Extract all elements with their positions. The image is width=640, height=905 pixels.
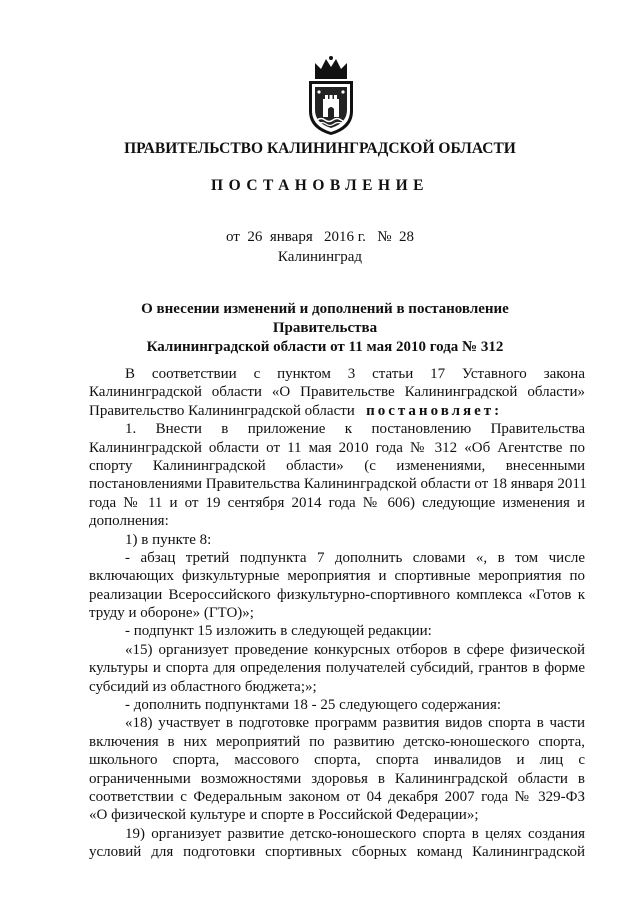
date-prefix: от [225,229,240,245]
city: Калининград [277,249,363,265]
body-line: 1. Внести в приложение к постановлению Правительства [125,421,585,438]
body-line: культуры и спорта для определения получателей субсидий, грантов в форме [89,660,585,677]
body-line: 19) организует развитие детско-юношеского спорта в целях создания [125,825,585,842]
document-date-line [0,229,640,246]
body-line-text: Правительство Калининградской области [89,402,355,419]
body-line: соответствии с Федеральным законом от 04 декабря 2007 года № 329-ФЗ [89,788,585,805]
body-line: «О физической культуре и спорте в Российской Федерации»; [89,807,479,824]
coat-of-arms-icon [301,55,361,137]
subject-line: О внесении изменений и дополнений в постановление Правительства [141,301,509,336]
body-line: Калининградской области «О Правительстве Калининградской области» [89,384,585,401]
date-day: 26 [247,229,263,245]
body-line: постановлениями Правительства Калининградской области от 18 января 2011 [89,476,587,493]
body-line: школьного спорта, массового спорта, спорта инвалидов и лиц с [89,752,585,769]
date-month: января [269,229,313,245]
body-line: года № 11 и от 19 сентября 2014 года № 606) следующие изменения и [89,494,585,511]
document-subject [90,300,560,357]
document-number: 28 [399,229,414,245]
body-line: - подпункт 15 изложить в следующей редакции: [125,623,432,640]
body-line: ограниченными возможностями здоровья в Калининградской области в [89,770,585,787]
body-line: 1) в пункте 8: [125,531,212,548]
body-line: реализации Всероссийского физкультурно-спортивного комплекса «Готов к [89,586,585,603]
body-line: условий для подготовки спортивных сборных команд Калининградской [89,844,585,861]
decrees-word: постановляет: [366,402,503,419]
body-line: дополнения: [89,513,169,530]
body-line: - абзац третий подпункта 7 дополнить словами «, в том числе [125,549,585,566]
document-type: ПОСТАНОВЛЕНИЕ [211,177,429,194]
body-line: В соответствии с пунктом 3 статьи 17 Уставного закона [125,366,585,382]
body-line: спорту Калининградской области» (с изменениями, внесенными [89,457,585,474]
body-line: «15) организует проведение конкурсных отборов в сфере физической [125,641,585,658]
body-line: Калининградской области от 11 мая 2010 года № 312 «Об Агентстве по [89,439,585,456]
government-title: ПРАВИТЕЛЬСТВО КАЛИНИНГРАДСКОЙ ОБЛАСТИ [124,140,516,157]
body-line: включающих физкультурные мероприятия и спортивные мероприятия по [89,568,585,585]
body-line: - дополнить подпунктами 18 - 25 следующего содержания: [125,697,502,714]
document-body [89,365,585,862]
body-line: «18) участвует в подготовке программ развития видов спорта в части [125,715,585,732]
number-sign: № [377,229,392,245]
date-year: 2016 г. [323,229,366,245]
subject-line: Калининградской области от 11 мая 2010 года № 312 [146,339,504,355]
body-line-decrees [89,402,585,420]
body-line: субсидий из областного бюджета;»; [89,678,317,695]
body-line: труду и обороне» (ГТО)»; [89,605,254,622]
body-line: включения в них мероприятий по развитию детско-юношеского спорта, [89,733,585,750]
